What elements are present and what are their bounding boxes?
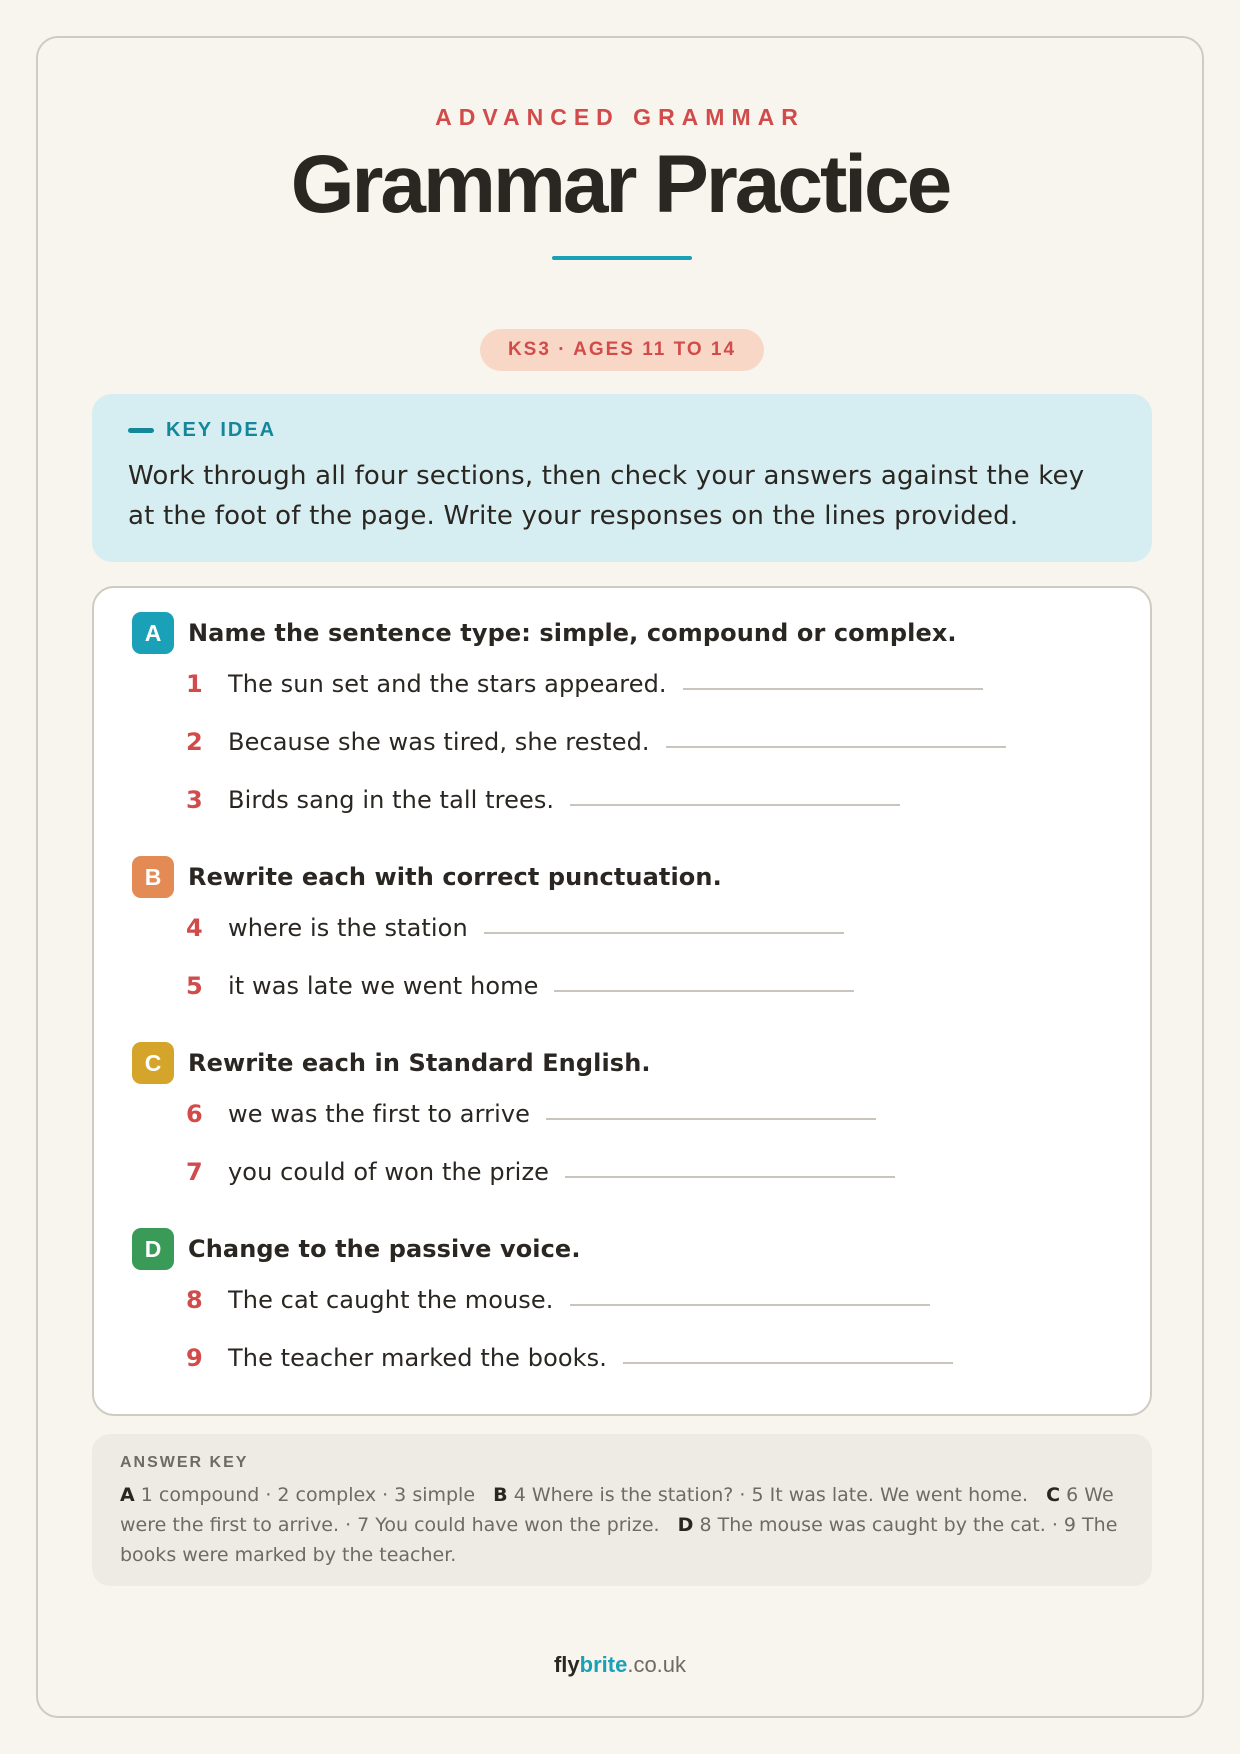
section-a-header [132,612,957,654]
question-text: Because she was tired, she rested. [228,728,650,756]
section-d-letter: D [132,1228,174,1270]
key-idea-label: KEY IDEA [166,418,277,441]
answer-key-heading: ANSWER KEY [120,1454,249,1471]
question-text: you could of won the prize [228,1158,550,1186]
answer-group-text: 1 compound · 2 complex · 3 simple [140,1484,476,1506]
answer-group-text: 4 Where is the station? · 5 It was late. We went home. [513,1484,1029,1506]
question-item [186,728,1006,756]
section-b-title: Rewrite each with correct punctuation. [188,863,722,891]
question-item [186,670,983,698]
worksheet-page [36,36,1204,1718]
question-number: 1 [186,670,203,698]
question-text: The sun set and the stars appeared. [228,670,667,698]
dash-icon [128,428,154,433]
answer-line[interactable] [666,746,1006,748]
answer-group-letter: A [120,1484,135,1506]
level-badge: KS3 · AGES 11 TO 14 [480,329,764,371]
brand-brite: brite [579,1652,628,1677]
section-d-header [132,1228,581,1270]
question-number: 8 [186,1286,203,1314]
question-text: where is the station [228,914,468,942]
question-text: The cat caught the mouse. [228,1286,554,1314]
question-number: 2 [186,728,203,756]
answer-group-letter: C [1046,1484,1061,1506]
answer-line[interactable] [623,1362,953,1364]
question-text: The teacher marked the books. [228,1344,607,1372]
key-idea-box [92,394,1152,562]
question-text: it was late we went home [228,972,539,1000]
question-text: Birds sang in the tall trees. [228,786,555,814]
question-item [186,786,900,814]
question-item [186,1344,953,1372]
answer-line[interactable] [570,1304,930,1306]
section-a-title: Name the sentence type: simple, compound or complex. [188,619,957,647]
answer-line[interactable] [554,990,854,992]
section-c-letter: C [132,1042,174,1084]
question-item [186,1100,876,1128]
question-item [186,1158,895,1186]
section-d-title: Change to the passive voice. [188,1235,581,1263]
question-number: 7 [186,1158,203,1186]
subject-kicker: ADVANCED GRAMMAR [435,104,805,130]
answer-key-text [120,1480,1124,1570]
answer-group-text: 6 We were the first to arrive. · 7 You could have won the prize. [120,1484,1114,1536]
section-c-title: Rewrite each in Standard English. [188,1049,651,1077]
title-underline [552,256,692,260]
question-number: 9 [186,1344,203,1372]
answer-group-letter: D [677,1514,694,1536]
question-number: 5 [186,972,203,1000]
key-idea-heading [128,418,1116,442]
questions-panel [92,586,1152,1416]
section-c-header [132,1042,651,1084]
answer-group-letter: B [493,1484,508,1506]
question-item [186,972,854,1000]
answer-line[interactable] [546,1118,876,1120]
question-item [186,914,844,942]
answer-line[interactable] [683,688,983,690]
question-text: we was the first to arrive [228,1100,531,1128]
brand-fly: fly [553,1652,580,1677]
question-number: 3 [186,786,203,814]
section-a-letter: A [132,612,174,654]
question-number: 4 [186,914,203,942]
answer-line[interactable] [484,932,844,934]
section-b-header [132,856,722,898]
footer-brand[interactable] [38,1652,1202,1678]
brand-domain: .co.uk [627,1652,687,1677]
answer-line[interactable] [565,1176,895,1178]
answer-group-text: 8 The mouse was caught by the cat. · 9 The books were marked by the teacher. [120,1514,1118,1566]
question-number: 6 [186,1100,203,1128]
page-title: Grammar Practice [290,139,950,230]
question-item [186,1286,930,1314]
key-idea-text: Work through all four sections, then check your answers against the key at the foot of the page. Write your responses on the lines provided. [128,461,1085,531]
answer-key-box [92,1434,1152,1586]
answer-line[interactable] [570,804,900,806]
section-b-letter: B [132,856,174,898]
